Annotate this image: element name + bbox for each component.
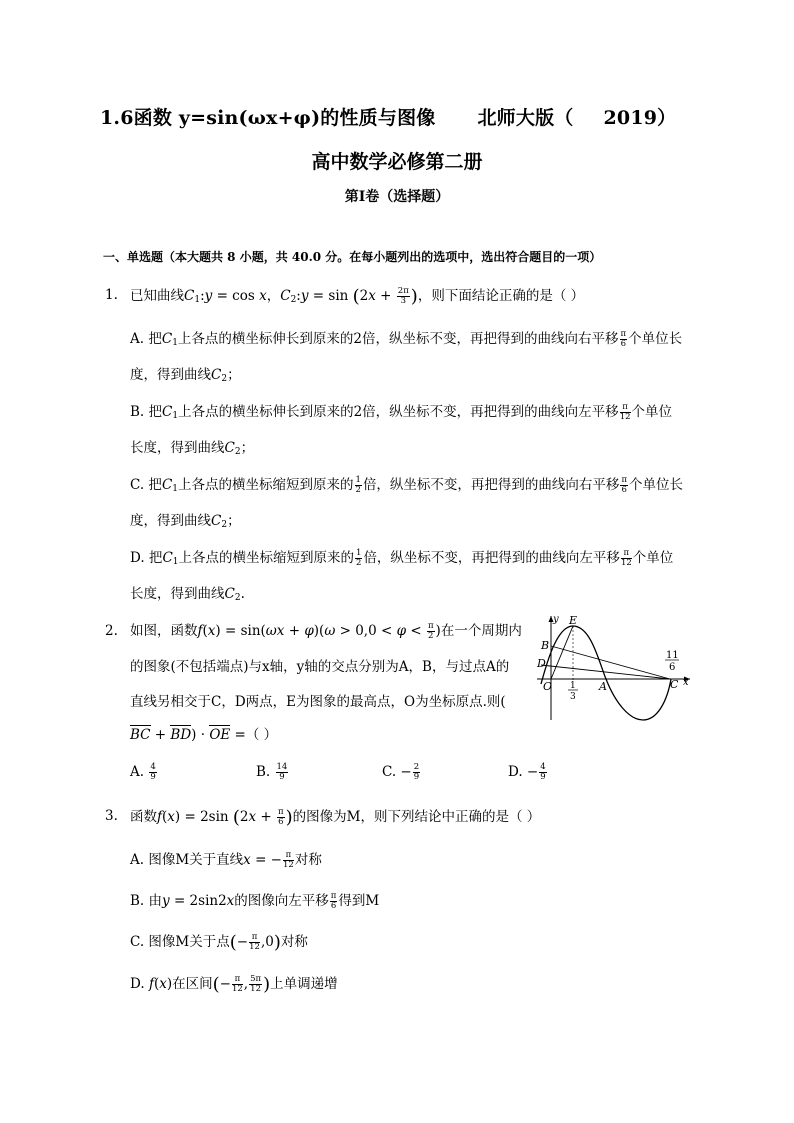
label-b: B — [541, 639, 550, 652]
label-eleven: 11 — [666, 650, 679, 661]
volume-label: 第I卷（选择题） — [344, 189, 450, 205]
label-a: A — [599, 680, 607, 693]
q1-option-b[interactable]: B. 把$C_1$上各点的横坐标伸长到原来的2倍，纵坐标不变，再把得到的曲线向左平移 $\frac{\pi}{12}$ 个单位 — [130, 402, 673, 422]
line-oe — [551, 626, 573, 679]
q1-number: 1. — [105, 287, 118, 303]
q3-number: 3. — [105, 808, 118, 824]
section-heading: 一、单选题（本大题共 8 小题，共 40.0 分。在每小题列出的选项中，选出符合题目的一项） — [103, 250, 602, 264]
label-six: 6 — [669, 662, 676, 673]
sine-curve — [541, 626, 671, 720]
q3-option-a[interactable]: A. 图像M关于直线x = − $\frac{\pi}{12}$ 对称 — [130, 850, 322, 870]
q2-option-a[interactable]: A. $\frac{4}{9}$ — [130, 762, 156, 782]
q2-option-b[interactable]: B. $\frac{14}{9}$ — [256, 762, 288, 782]
q1-option-a[interactable]: A. 把$C_1$上各点的横坐标伸长到原来的2倍，纵坐标不变，再把得到的曲线向右平移 $\frac{\pi}{6}$ 个单位长 — [130, 329, 683, 349]
page-subtitle: 高中数学必修第二册 — [311, 151, 483, 173]
label-d: D — [537, 657, 546, 670]
label-one: 1 — [570, 681, 576, 691]
q2-stem-line3: 直线另相交于C，D两点，E为图象的最高点，O为坐标原点.则( — [130, 694, 506, 710]
label-three: 3 — [570, 692, 576, 702]
q1-option-c-cont: 度，得到曲线$C_2$； — [130, 513, 241, 530]
q2-number: 2. — [105, 623, 118, 639]
q1-option-b-cont: 长度，得到曲线$C_2$； — [130, 440, 255, 457]
label-o: O — [543, 680, 553, 693]
title-main: 1.6函数 y=sin(ωx+φ)的性质与图像 — [100, 107, 436, 129]
q2-stem-line2: 的图象(不包括端点)与x轴，y轴的交点分别为A，B，与过点A的 — [130, 659, 510, 675]
q2-stem-line4: BC + BD) · OE =（ ） — [130, 727, 278, 743]
label-y: y — [553, 614, 559, 625]
q1-option-c[interactable]: C. 把$C_1$上各点的横坐标缩短到原来的 $\frac{1}{2}$ 倍，纵坐标不变，再把得到的曲线向右平移 $\frac{\pi}{6}$ 个单位长 — [130, 475, 684, 495]
q1-option-d-cont: 长度，得到曲线$C_2$. — [130, 586, 245, 603]
q1-option-d[interactable]: D. 把$C_1$上各点的横坐标缩短到原来的 $\frac{1}{2}$ 倍，纵坐标不变，再把得到的曲线向左平移 $\frac{\pi}{12}$ 个单位 — [130, 548, 674, 568]
title-publisher: 北师大版（ — [477, 107, 574, 129]
line-bc — [551, 646, 670, 679]
q3-stem: 函数f(x) = 2sin (2x + $\frac{\pi}{6}$ )的图像为M，则下列结论中正确的是（ ） — [130, 807, 541, 828]
q2-option-c[interactable]: C. − $\frac{2}{9}$ — [382, 762, 420, 782]
page-title — [100, 103, 720, 130]
q3-option-b[interactable]: B. 由y = 2sin2x的图像向左平移 $\frac{\pi}{6}$ 得到M — [130, 891, 380, 911]
label-x: x — [683, 677, 689, 688]
label-c: C — [670, 678, 679, 691]
label-e: E — [569, 614, 578, 627]
q1-stem: 已知曲线$C_1:y = \cos x$，$C_2:y = \sin (2x$ + $\frac{2\pi}{3}$ )，则下面结论正确的是（ ） — [130, 286, 585, 307]
q2-option-d[interactable]: D. − $\frac{4}{9}$ — [508, 762, 546, 782]
q2-stem-line1: 如图，函数f(x) = sin(ωx + φ)(ω > 0,0 < φ < $\frac{\pi}{2}$ )在一个周期内 — [130, 621, 522, 641]
q1-option-a-cont: 度，得到曲线$C_2$； — [130, 367, 241, 384]
title-year: 2019） — [603, 107, 677, 129]
q2-function-graph — [533, 612, 695, 724]
q3-option-c[interactable]: C. 图像M关于点(− $\frac{\pi}{12}$ ,0)对称 — [130, 932, 308, 953]
q3-option-d[interactable]: D. f(x)在区间(− $\frac{\pi}{12}$ , $\frac{5\pi}{12}$ )上单调递增 — [130, 974, 338, 995]
